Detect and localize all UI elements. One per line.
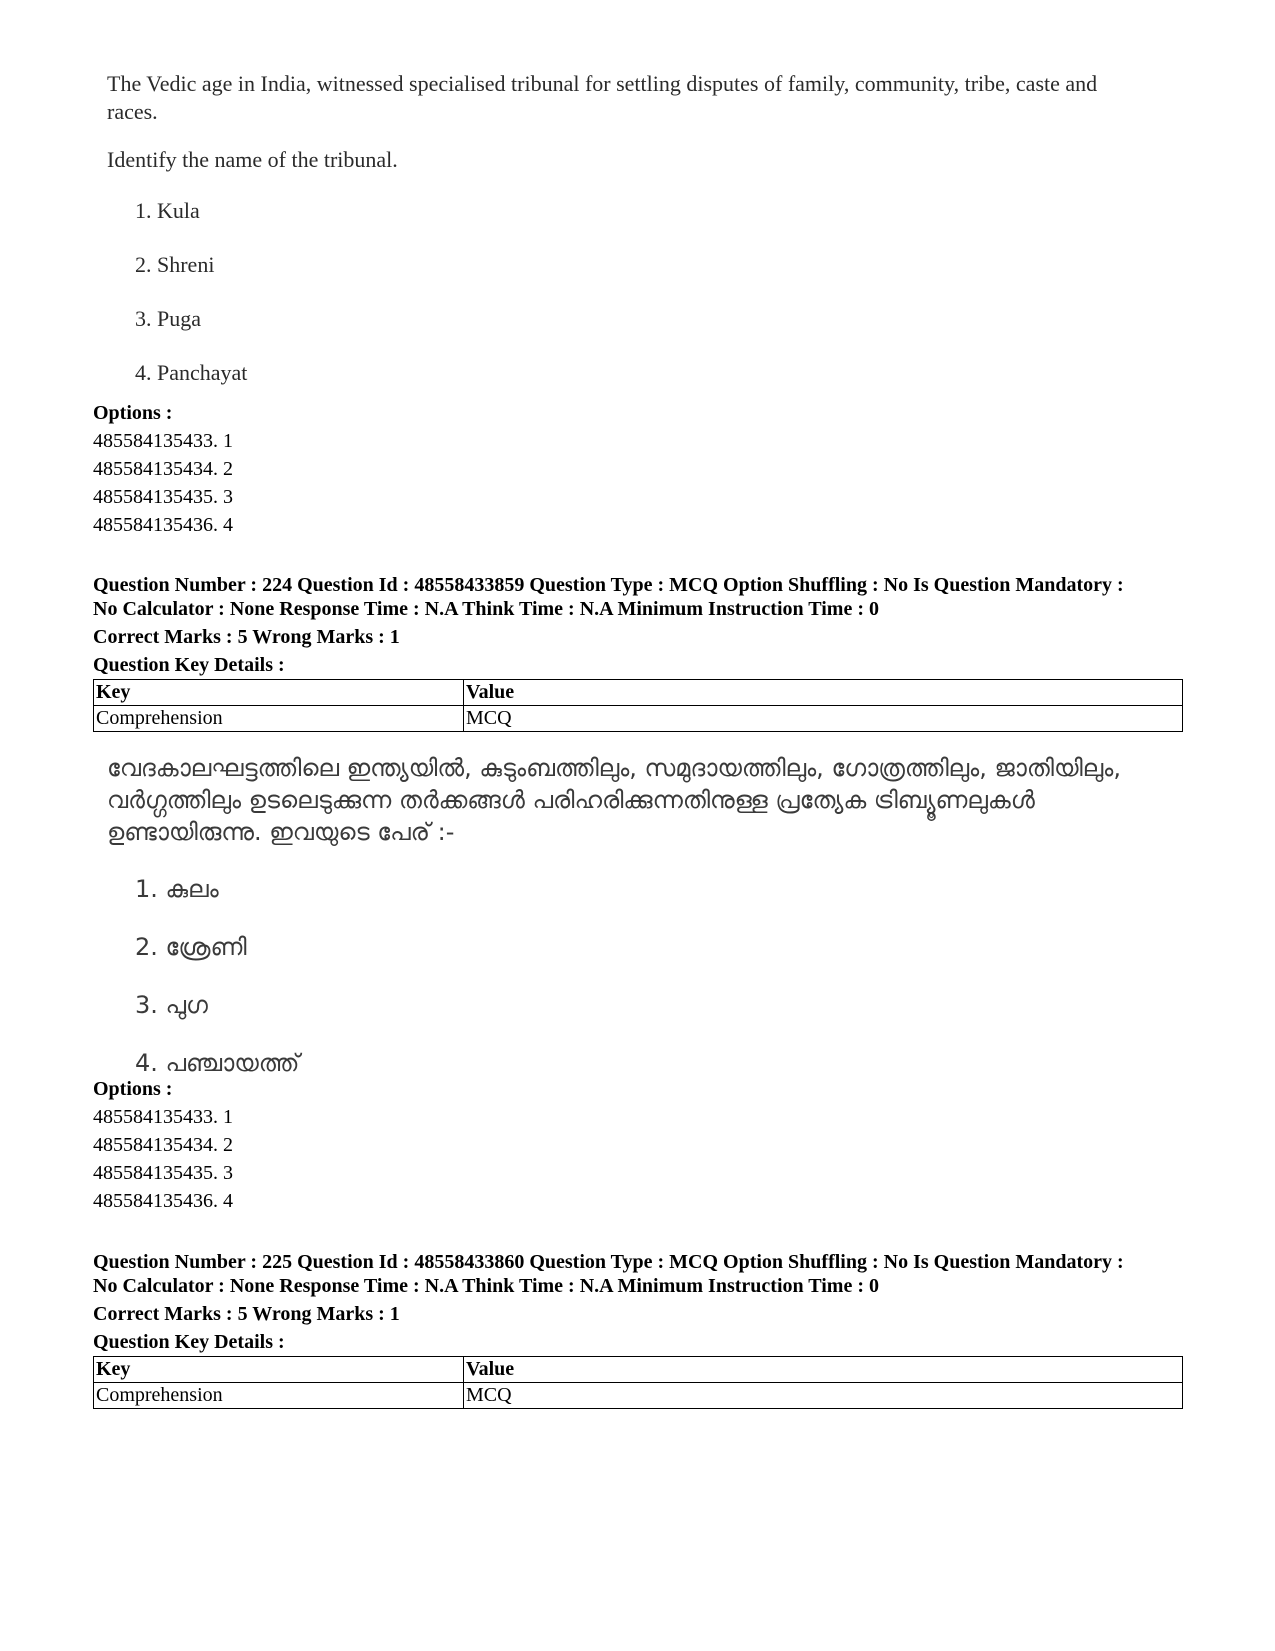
option-item: 485584135435. 3 — [93, 1162, 233, 1184]
table-header-row — [94, 680, 1183, 706]
marks-line: Correct Marks : 5 Wrong Marks : 1 — [93, 626, 400, 648]
options-list — [93, 1103, 233, 1215]
key-details-table — [93, 679, 1183, 732]
question-item: 3. Puga — [135, 306, 201, 331]
question-meta-line: No Calculator : None Response Time : N.A Think Time : N.A Minimum Instruction Time : 0 — [93, 1275, 879, 1297]
question-ask: Identify the name of the tribunal. — [107, 147, 398, 172]
key-details-label: Question Key Details : — [93, 654, 285, 676]
question-item-list — [135, 872, 1187, 1104]
marks-line: Correct Marks : 5 Wrong Marks : 1 — [93, 1303, 400, 1325]
question-stem: The Vedic age in India, witnessed specialised tribunal for settling disputes of family, community, tribe, caste and races. — [107, 71, 1098, 124]
table-cell-key: Comprehension — [94, 706, 464, 732]
table-row — [94, 706, 1183, 732]
option-item: 485584135434. 2 — [93, 458, 233, 480]
table-row — [94, 1383, 1183, 1409]
option-item: 485584135434. 2 — [93, 1134, 233, 1156]
question-header — [93, 573, 1193, 677]
table-header-value: Value — [464, 680, 1183, 706]
table-header-key: Key — [94, 1357, 464, 1383]
table-header-row — [94, 1357, 1183, 1383]
options-label: Options : — [93, 1078, 173, 1100]
question-item: 3. പുഗ — [135, 991, 208, 1019]
question-item: 2. Shreni — [135, 252, 215, 277]
option-item: 485584135433. 1 — [93, 1106, 233, 1128]
table-cell-value: MCQ — [464, 706, 1183, 732]
question-meta-line: Question Number : 224 Question Id : 48558433859 Question Type : MCQ Option Shuffling : No Is Question Mandatory : — [93, 574, 1124, 596]
question-header — [93, 1250, 1193, 1354]
question-image-malayalam — [107, 752, 1187, 1104]
question-item: 1. കുലം — [135, 875, 219, 903]
question-meta-line: No Calculator : None Response Time : N.A Think Time : N.A Minimum Instruction Time : 0 — [93, 598, 879, 620]
option-item: 485584135436. 4 — [93, 1190, 233, 1212]
question-item: 4. Panchayat — [135, 360, 248, 385]
key-details-table — [93, 1356, 1183, 1409]
options-list — [93, 427, 233, 539]
key-details-label: Question Key Details : — [93, 1331, 285, 1353]
question-item: 2. ശ്രേണി — [135, 933, 247, 961]
option-item: 485584135433. 1 — [93, 430, 233, 452]
table-header-value: Value — [464, 1357, 1183, 1383]
option-item: 485584135436. 4 — [93, 514, 233, 536]
question-item-list — [135, 196, 1147, 412]
question-stem: വേദകാലഘട്ടത്തിലെ ഇന്ത്യയിൽ, കുടുംബത്തിലും, സമുദായത്തിലും, ഗോത്രത്തിലും, ജാതിയിലും, വർഗ്ഗത്തിലും ഉടലെടുക്കുന്ന തർക്കങ്ങൾ പരിഹരിക്കുന്നതിനുള്ള പ്രത്യേക ട്രിബ്യൂണലുകൾ ഉണ്ടായിരുന്നു. ഇവയുടെ പേര് :- — [107, 754, 1121, 846]
question-item: 1. Kula — [135, 198, 200, 223]
table-cell-key: Comprehension — [94, 1383, 464, 1409]
question-item: 4. പഞ്ചായത്ത് — [135, 1049, 300, 1077]
question-meta-line: Question Number : 225 Question Id : 48558433860 Question Type : MCQ Option Shuffling : No Is Question Mandatory : — [93, 1251, 1124, 1273]
table-header-key: Key — [94, 680, 464, 706]
table-cell-value: MCQ — [464, 1383, 1183, 1409]
question-image-english — [107, 70, 1147, 412]
option-item: 485584135435. 3 — [93, 486, 233, 508]
options-label: Options : — [93, 402, 173, 424]
